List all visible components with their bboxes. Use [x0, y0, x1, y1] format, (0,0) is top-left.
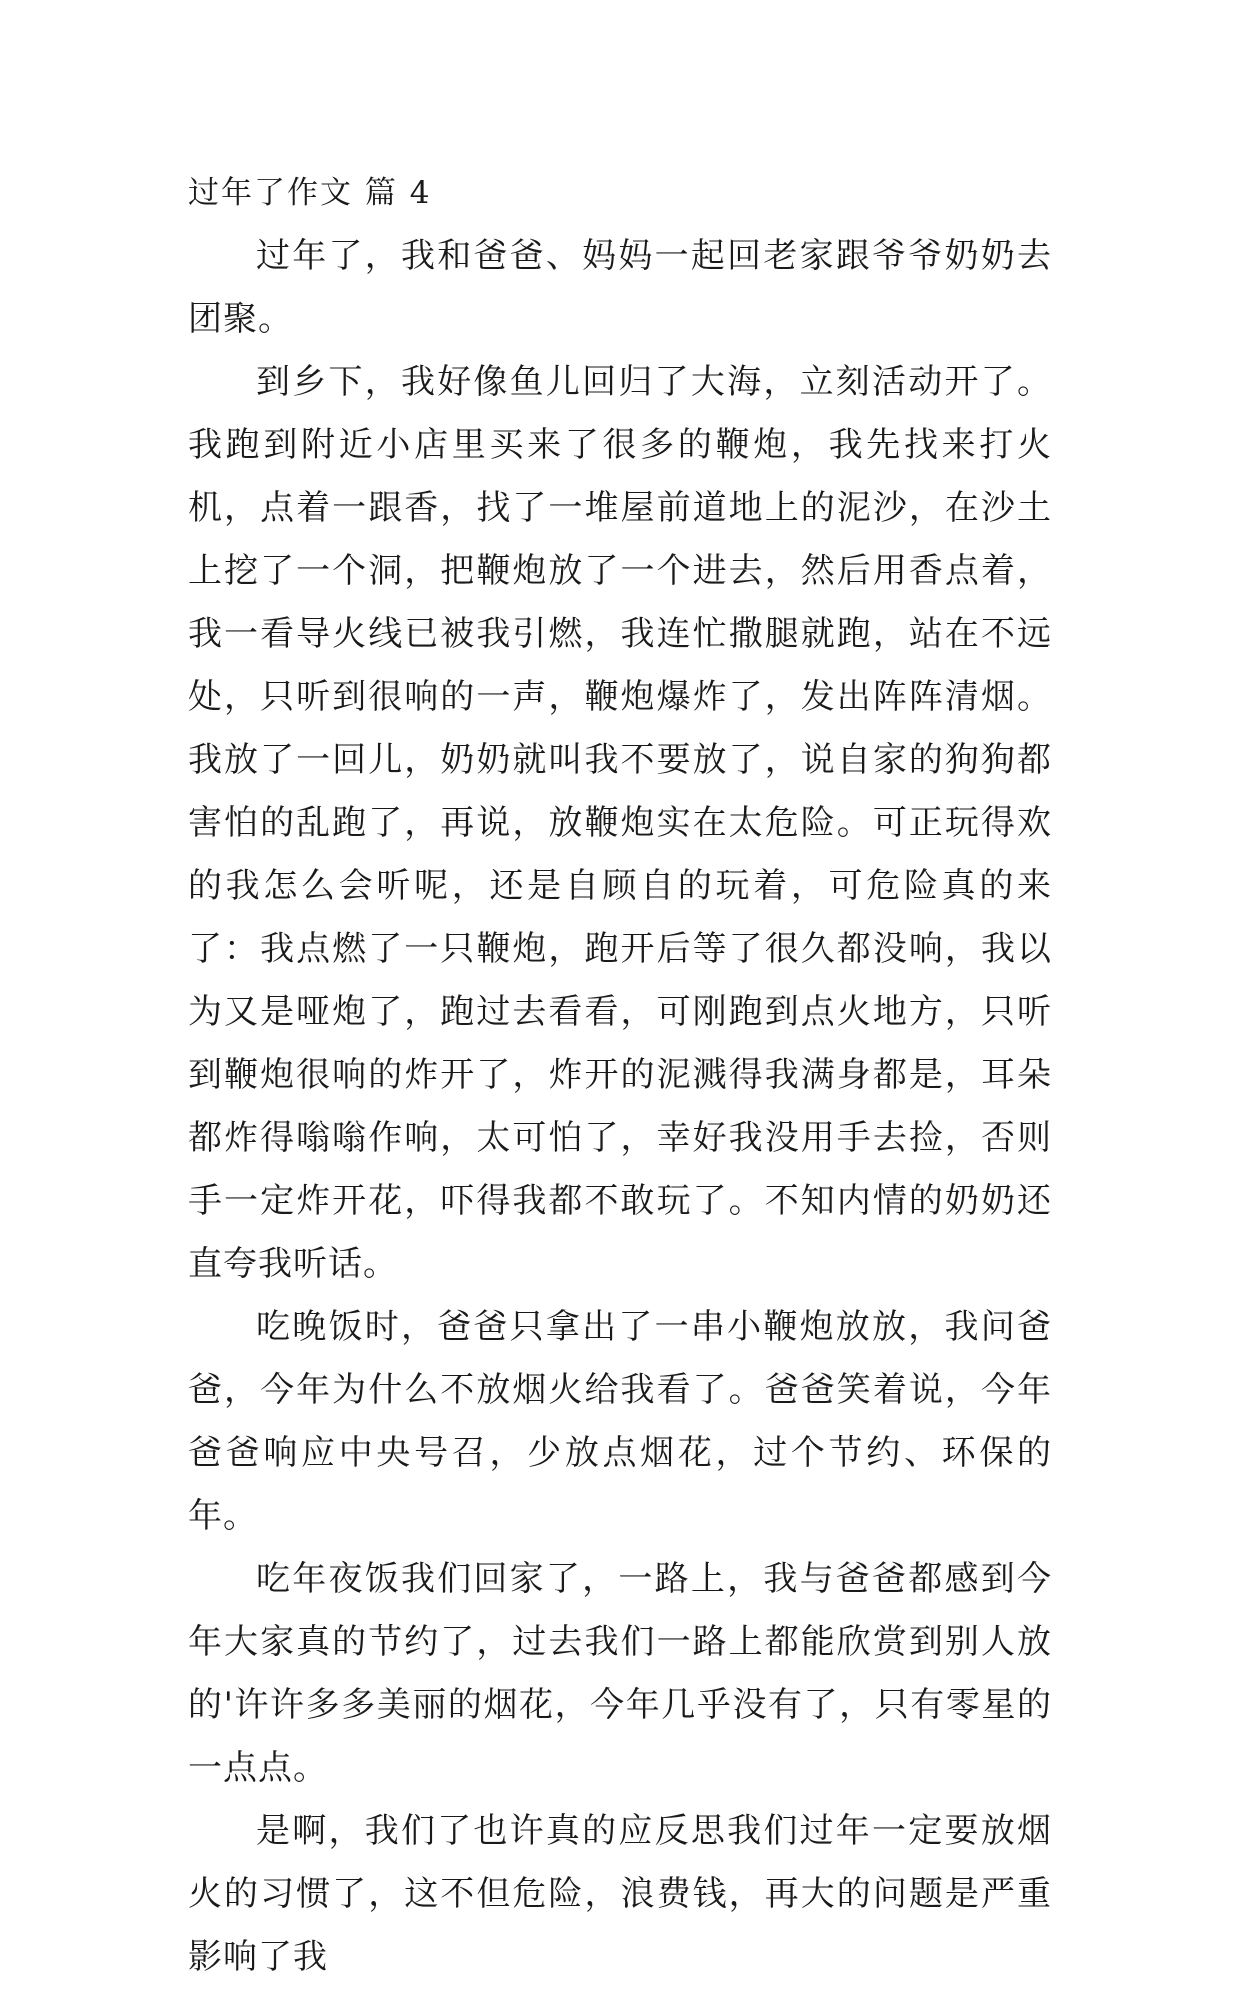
paragraph-5: 是啊，我们了也许真的应反思我们过年一定要放烟火的习惯了，这不但危险，浪费钱，再大的问题是严重影响了我: [188, 1811, 1052, 1977]
paragraph-2: 到乡下，我好像鱼儿回归了大海，立刻活动开了。我跑到附近小店里买来了很多的鞭炮，我先找来打火机，点着一跟香，找了一堆屋前道地上的泥沙，在沙土上挖了一个洞，把鞭炮放了一个进去，然后用香点着，我一看导火线已被我引燃，我连忙撒腿就跑，站在不远处，只听到很响的一声，鞭炮爆炸了，发出阵阵清烟。我放了一回儿，奶奶就叫我不要放了，说自家的狗狗都害怕的乱跑了，再说，放鞭炮实在太危险。可正玩得欢的我怎么会听呢，还是自顾自的玩着，可危险真的来了：我点燃了一只鞭炮，跑开后等了很久都没响，我以为又是哑炮了，跑过去看看，可刚跑到点火地方，只听到鞭炮很响的炸开了，炸开的泥溅得我满身都是，耳朵都炸得嗡嗡作响，太可怕了，幸好我没用手去捡，否则手一定炸开花，吓得我都不敢玩了。不知内情的奶奶还直夸我听话。: [188, 362, 1052, 1284]
document-body: [188, 162, 1052, 1989]
paragraph-4: 吃年夜饭我们回家了，一路上，我与爸爸都感到今年大家真的节约了，过去我们一路上都能欣赏到别人放的'许许多多美丽的烟花，今年几乎没有了，只有零星的一点点。: [188, 1559, 1052, 1788]
essay-title: 过年了作文 篇 4: [188, 175, 432, 211]
paragraph-3: 吃晚饭时，爸爸只拿出了一串小鞭炮放放，我问爸爸，今年为什么不放烟火给我看了。爸爸笑着说，今年爸爸响应中央号召，少放点烟花，过个节约、环保的年。: [188, 1307, 1052, 1536]
paragraph-1: 过年了，我和爸爸、妈妈一起回老家跟爷爷奶奶去团聚。: [188, 236, 1052, 339]
